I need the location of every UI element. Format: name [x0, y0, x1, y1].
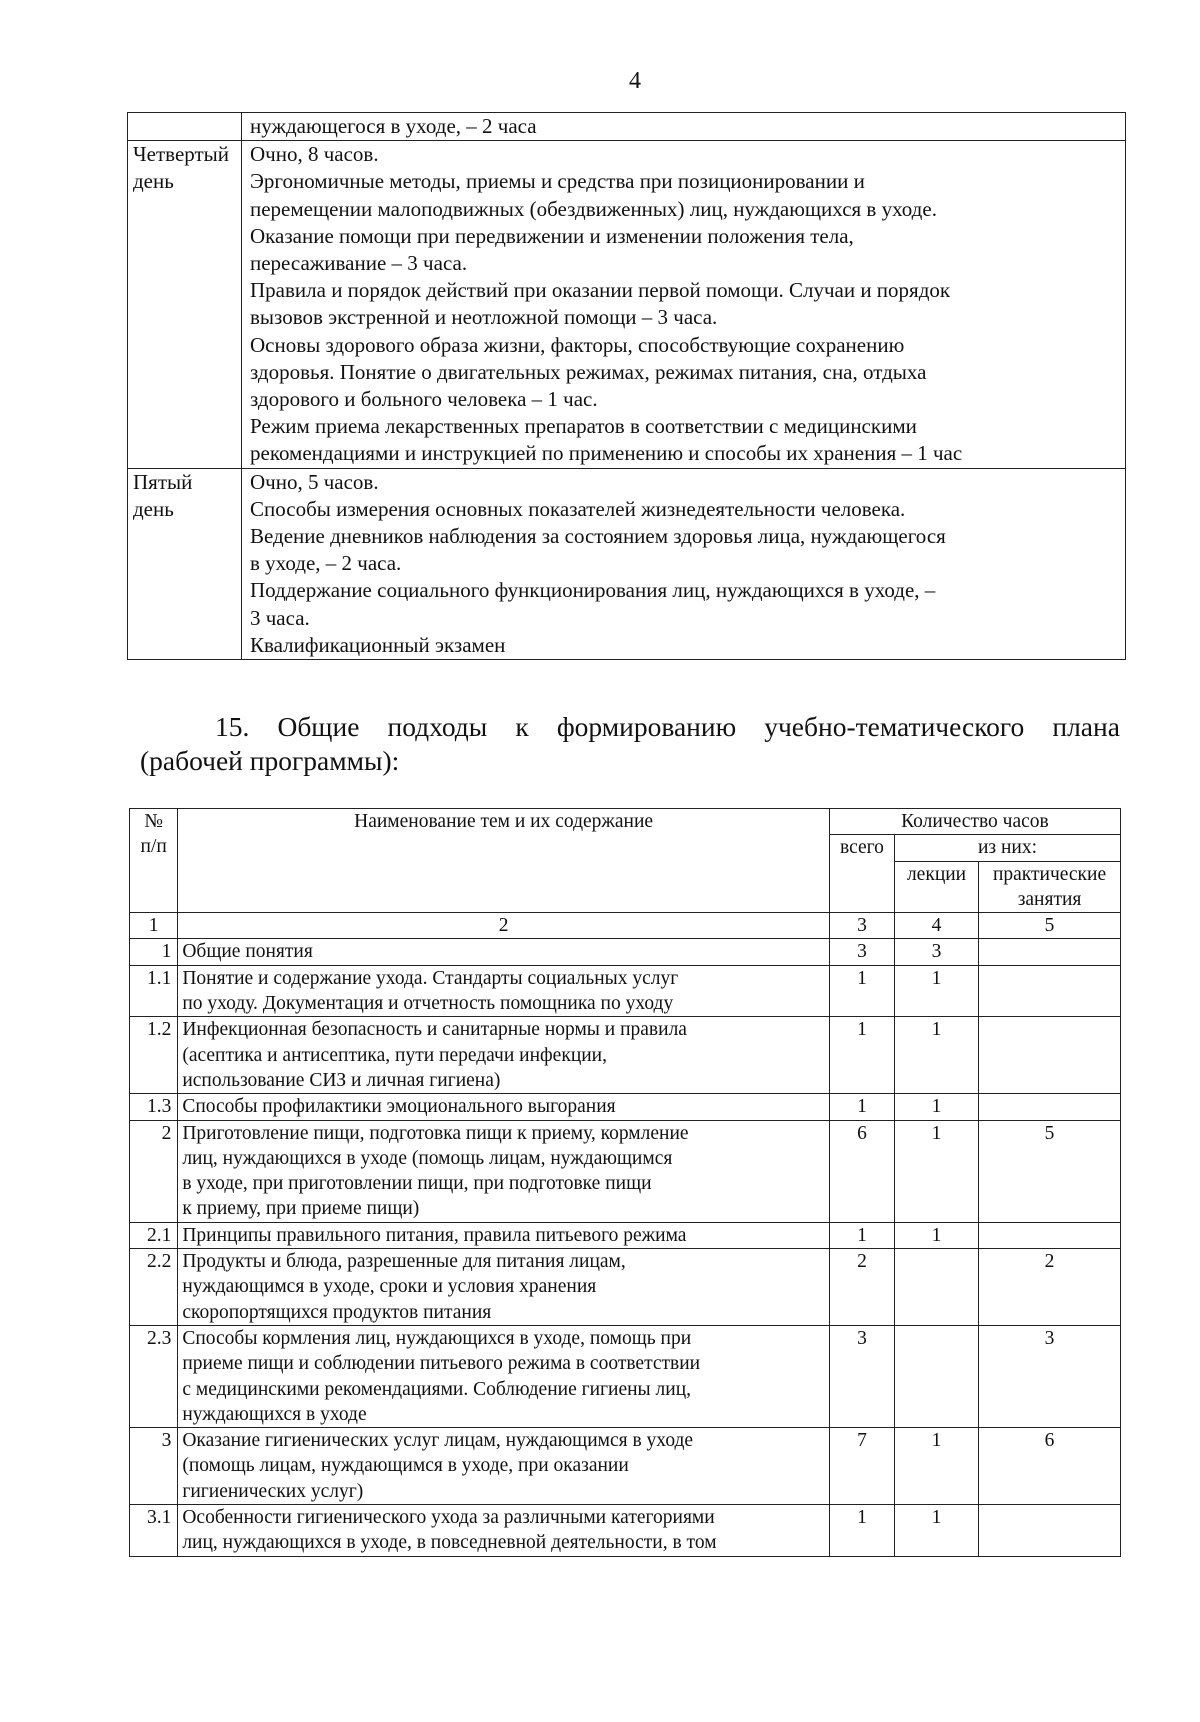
row-lecture-hours: 1 [895, 1094, 979, 1120]
table-row [130, 1505, 1121, 1557]
schedule-content-line: Режим приема лекарственных препаратов в соответствии с медицинскими [250, 414, 917, 439]
row-number: 2 [130, 1120, 178, 1222]
row-practice-hours [979, 1222, 1121, 1248]
row-topic-line: Способы кормления лиц, нуждающихся в уходе, помощь при [182, 1327, 692, 1349]
schedule-content-line: перемещении малоподвижных (обездвиженных) лиц, нуждающихся в уходе. [250, 196, 937, 221]
row-total-hours: 1 [829, 1094, 894, 1120]
row-topic-line: Общие понятия [182, 941, 313, 963]
schedule-day-line: день [133, 496, 174, 521]
row-number: 2.1 [130, 1222, 178, 1248]
table-row [130, 1325, 1121, 1427]
row-lecture-hours [895, 1249, 979, 1326]
row-topic-line: Приготовление пищи, подготовка пищи к приему, кормление [182, 1122, 689, 1144]
schedule-content-line: Ведение дневников наблюдения за состоянием здоровья лица, нуждающегося [250, 524, 946, 549]
row-total-hours: 1 [829, 1222, 894, 1248]
header-num-line: п/п [140, 836, 167, 858]
row-topic [178, 1249, 830, 1326]
header-lectures: лекции [895, 861, 979, 913]
row-topic-line: Способы профилактики эмоционального выгорания [182, 1096, 616, 1118]
section-heading-line2: (рабочей программы): [140, 745, 400, 776]
row-lecture-hours: 1 [895, 1017, 979, 1094]
schedule-content [242, 468, 1126, 659]
schedule-content-line: Поддержание социального функционирования лиц, нуждающихся в уходе, – [250, 578, 936, 603]
row-topic-line: использование СИЗ и личная гигиена) [182, 1069, 501, 1091]
table-row [130, 965, 1121, 1017]
section-heading-word: подходы [387, 711, 488, 742]
schedule-content-line: здоровья. Понятие о двигательных режимах, режимах питания, сна, отдыха [250, 359, 927, 384]
row-practice-hours: 6 [979, 1428, 1121, 1505]
row-total-hours: 6 [829, 1120, 894, 1222]
schedule-content-line: вызовов экстренной и неотложной помощи – 3 часа. [250, 305, 718, 330]
schedule-row [128, 468, 1126, 659]
table-row [130, 1249, 1121, 1326]
row-topic [178, 1120, 830, 1222]
schedule-row [128, 113, 1126, 141]
row-topic-line: Оказание гигиенических услуг лицам, нуждающимся в уходе [182, 1430, 694, 1452]
row-topic-line: Принципы правильного питания, правила питьевого режима [182, 1224, 687, 1246]
row-topic-line: Понятие и содержание ухода. Стандарты социальных услуг [182, 967, 679, 989]
schedule-content-line: Квалификационный экзамен [250, 632, 506, 657]
row-topic [178, 1222, 830, 1248]
row-topic-line: Продукты и блюда, разрешенные для питания лицам, [182, 1251, 626, 1273]
row-topic-line: по уходу. Документация и отчетность помощника по уходу [182, 993, 674, 1015]
row-number: 2.2 [130, 1249, 178, 1326]
schedule-content-line: здорового и больного человека – 1 час. [250, 387, 598, 412]
schedule-row [128, 141, 1126, 468]
row-topic-line: нуждающихся в уходе [182, 1403, 367, 1425]
header-practice [979, 861, 1121, 913]
row-topic-line: гигиенических услуг) [182, 1480, 364, 1502]
schedule-content-line: Эргономичные методы, приемы и средства при позиционировании и [250, 169, 865, 194]
section-heading-word: формированию [556, 711, 737, 742]
row-topic-line: (помощь лицам, нуждающимся в уходе, при оказании [182, 1455, 629, 1477]
row-total-hours: 3 [829, 1325, 894, 1427]
column-number-row [130, 913, 1121, 939]
section-heading-word: 15. [215, 711, 250, 742]
column-number: 2 [178, 913, 830, 939]
schedule-day-line: Четвертый [133, 142, 230, 167]
section-heading-word: к [515, 711, 529, 742]
row-total-hours: 1 [829, 965, 894, 1017]
row-practice-hours: 3 [979, 1325, 1121, 1427]
table-row [130, 1222, 1121, 1248]
row-total-hours: 3 [829, 939, 894, 965]
table-row [130, 1428, 1121, 1505]
header-num [130, 809, 178, 913]
row-topic-line: (асептика и антисептика, пути передачи инфекции, [182, 1044, 607, 1066]
curriculum-table [129, 808, 1121, 1557]
row-total-hours: 2 [829, 1249, 894, 1326]
row-lecture-hours: 1 [895, 965, 979, 1017]
row-number: 1 [130, 939, 178, 965]
row-topic [178, 1428, 830, 1505]
row-number: 1.3 [130, 1094, 178, 1120]
row-total-hours: 7 [829, 1428, 894, 1505]
row-lecture-hours: 1 [895, 1222, 979, 1248]
row-topic-line: в уходе, при приготовлении пищи, при подготовке пищи [182, 1173, 652, 1195]
schedule-content-line: нуждающегося в уходе, – 2 часа [250, 114, 537, 138]
row-topic [178, 1505, 830, 1557]
row-topic-line: приеме пищи и соблюдении питьевого режима в соответствии [182, 1353, 701, 1375]
row-practice-hours [979, 965, 1121, 1017]
row-lecture-hours [895, 1325, 979, 1427]
row-topic [178, 939, 830, 965]
header-practice-line: практические [992, 863, 1107, 885]
row-total-hours: 1 [829, 1505, 894, 1557]
schedule-content [242, 141, 1126, 468]
row-number: 3 [130, 1428, 178, 1505]
row-number: 1.2 [130, 1017, 178, 1094]
schedule-content-line: в уходе, – 2 часа. [250, 551, 402, 576]
section-heading-line1 [140, 710, 1120, 744]
column-number: 1 [130, 913, 178, 939]
row-topic-line: с медицинскими рекомендациями. Соблюдение гигиены лиц, [182, 1378, 692, 1400]
section-heading-word: Общие [277, 711, 360, 742]
schedule-day [128, 141, 242, 468]
row-topic-line: лиц, нуждающихся в уходе (помощь лицам, нуждающимся [182, 1147, 673, 1169]
row-topic-line: Особенности гигиенического ухода за различными категориями [182, 1507, 715, 1529]
schedule-content-line: Основы здорового образа жизни, факторы, способствующие сохранению [250, 332, 905, 357]
row-practice-hours [979, 1094, 1121, 1120]
row-topic-line: скоропортящихся продуктов питания [182, 1301, 492, 1323]
header-practice-line: занятия [1017, 888, 1082, 910]
schedule-table [127, 112, 1126, 660]
schedule-content-line: рекомендациями и инструкцией по применению и способы их хранения – 1 час [250, 441, 963, 466]
section-heading-word: плана [1052, 711, 1120, 742]
schedule-content [242, 113, 1126, 141]
schedule-content-line: Правила и порядок действий при оказании первой помощи. Случаи и порядок [250, 278, 951, 303]
table-row [130, 1017, 1121, 1094]
schedule-content-line: пересаживание – 3 часа. [250, 251, 468, 276]
row-lecture-hours: 1 [895, 1505, 979, 1557]
row-topic-line: лиц, нуждающихся в уходе, в повседневной деятельности, в том [182, 1532, 717, 1554]
schedule-day [128, 468, 242, 659]
row-topic-line: нуждающимся в уходе, сроки и условия хранения [182, 1276, 597, 1298]
row-topic [178, 1094, 830, 1120]
row-lecture-hours: 3 [895, 939, 979, 965]
row-practice-hours: 5 [979, 1120, 1121, 1222]
schedule-day-line: Пятый [133, 469, 193, 494]
table-row [130, 939, 1121, 965]
schedule-content-line: Очно, 8 часов. [250, 142, 379, 167]
row-lecture-hours: 1 [895, 1120, 979, 1222]
schedule-content-line: Оказание помощи при передвижении и изменении положения тела, [250, 223, 854, 248]
row-topic [178, 1325, 830, 1427]
schedule-content-line: Способы измерения основных показателей жизнедеятельности человека. [250, 496, 906, 521]
header-total: всего [829, 835, 894, 913]
row-topic-line: к приему, при приеме пищи) [182, 1198, 420, 1220]
row-lecture-hours: 1 [895, 1428, 979, 1505]
column-number: 4 [895, 913, 979, 939]
row-practice-hours: 2 [979, 1249, 1121, 1326]
page-number: 4 [629, 68, 641, 94]
header-num-line: № [144, 811, 163, 832]
column-number: 5 [979, 913, 1121, 939]
row-topic [178, 965, 830, 1017]
table-row [130, 1094, 1121, 1120]
row-topic [178, 1017, 830, 1094]
schedule-content-line: Очно, 5 часов. [250, 469, 379, 494]
header-hours: Количество часов [829, 809, 1120, 835]
row-total-hours: 1 [829, 1017, 894, 1094]
header-row [130, 809, 1121, 835]
row-practice-hours [979, 1017, 1121, 1094]
row-topic-line: Инфекционная безопасность и санитарные нормы и правила [182, 1019, 687, 1041]
section-heading [140, 710, 1120, 778]
row-practice-hours [979, 1505, 1121, 1557]
column-number: 3 [829, 913, 894, 939]
row-number: 1.1 [130, 965, 178, 1017]
row-practice-hours [979, 939, 1121, 965]
schedule-day [128, 113, 242, 141]
header-of-them: из них: [895, 835, 1121, 861]
header-name: Наименование тем и их содержание [178, 809, 830, 913]
schedule-day-line: день [133, 169, 174, 194]
row-number: 3.1 [130, 1505, 178, 1557]
section-heading-word: учебно-тематического [764, 711, 1025, 742]
row-number: 2.3 [130, 1325, 178, 1427]
schedule-content-line: 3 часа. [250, 605, 310, 630]
table-row [130, 1120, 1121, 1222]
